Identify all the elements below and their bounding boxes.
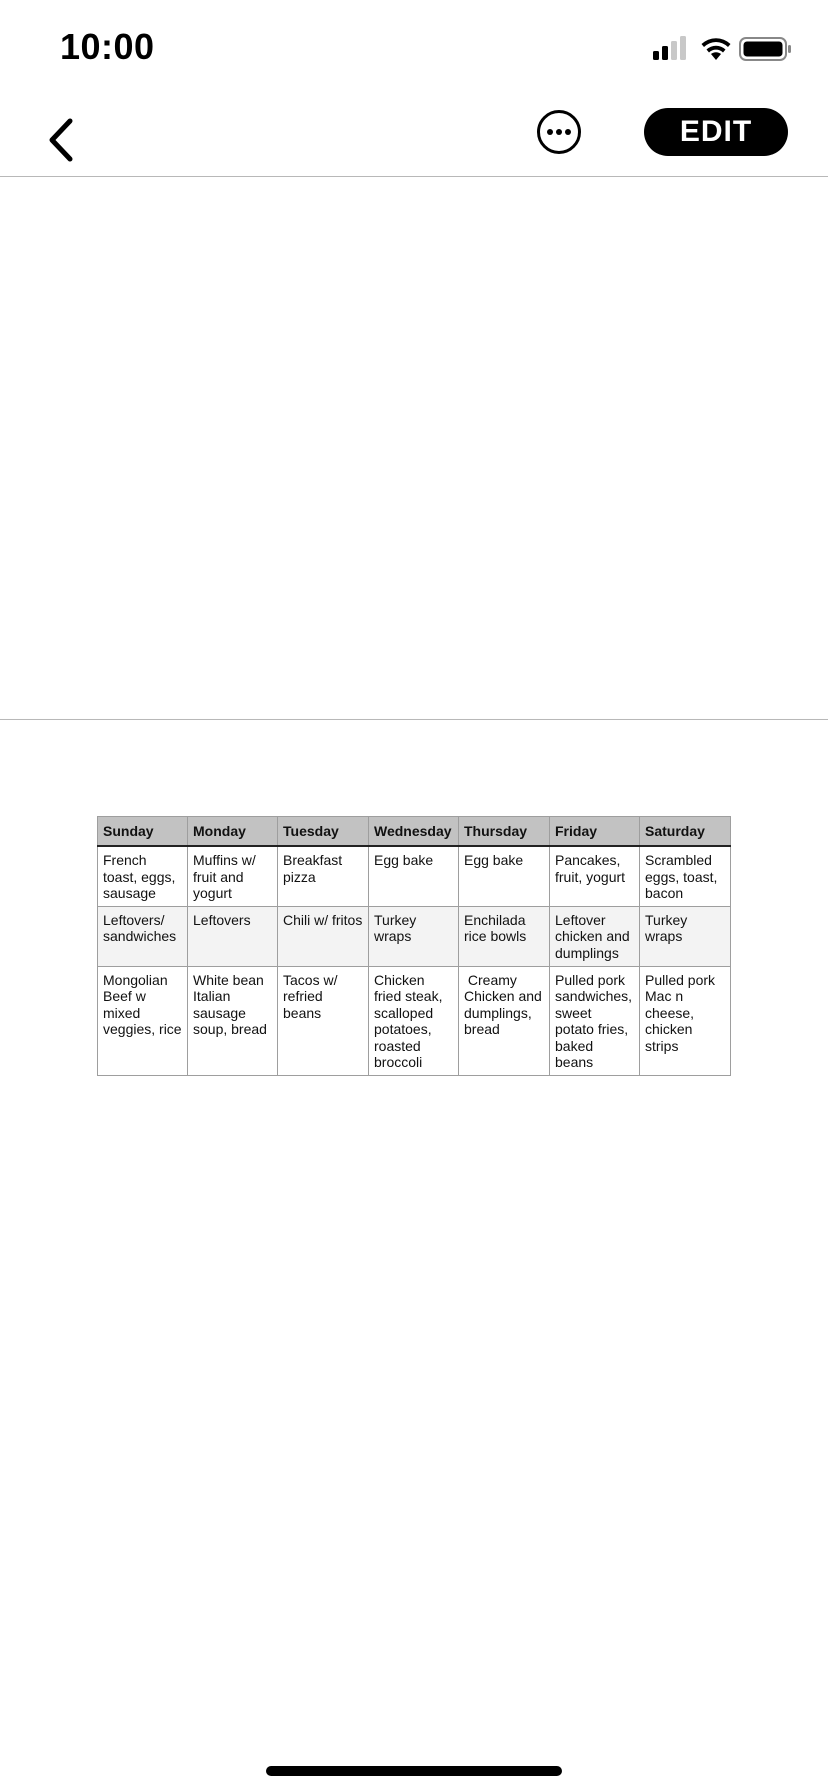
back-button[interactable]	[40, 108, 90, 168]
table-cell: Breakfast pizza	[278, 846, 369, 906]
header-cell-thursday: Thursday	[459, 817, 550, 847]
table-cell: Egg bake	[369, 846, 459, 906]
header-cell-friday: Friday	[550, 817, 640, 847]
table-cell: Turkey wraps	[369, 906, 459, 966]
table-cell: White bean Italian sausage soup, bread	[188, 966, 278, 1075]
header-cell-sunday: Sunday	[98, 817, 188, 847]
table-row	[98, 846, 731, 906]
table-cell: French toast, eggs, sausage	[98, 846, 188, 906]
header-cell-monday: Monday	[188, 817, 278, 847]
document-page-2	[0, 720, 828, 1750]
table-cell: Pancakes, fruit, yogurt	[550, 846, 640, 906]
table-row	[98, 966, 731, 1075]
table-cell: Pulled pork sandwiches, sweet potato fries, baked beans	[550, 966, 640, 1075]
document-page-1	[0, 177, 828, 719]
table-cell: Mongolian Beef w mixed veggies, rice	[98, 966, 188, 1075]
table-cell: Chili w/ fritos	[278, 906, 369, 966]
battery-icon	[740, 38, 791, 60]
table-cell: Pulled pork Mac n cheese, chicken strips	[640, 966, 731, 1075]
cellular-signal-icon	[653, 36, 686, 60]
table-cell: Leftovers	[188, 906, 278, 966]
status-icons	[650, 34, 800, 64]
wifi-icon	[702, 38, 731, 60]
status-bar	[0, 0, 828, 100]
header-cell-wednesday: Wednesday	[369, 817, 459, 847]
table-cell: Leftovers/ sandwiches	[98, 906, 188, 966]
navigation-bar	[0, 100, 828, 177]
table-cell: Enchilada rice bowls	[459, 906, 550, 966]
table-row	[98, 906, 731, 966]
table-header-row	[98, 817, 731, 847]
edit-button[interactable]: EDIT	[644, 108, 788, 156]
table-cell: Muffins w/ fruit and yogurt	[188, 846, 278, 906]
weekly-menu-table	[97, 816, 731, 1076]
status-time: 10:00	[60, 26, 155, 67]
home-indicator[interactable]	[266, 1766, 562, 1776]
table-cell: Turkey wraps	[640, 906, 731, 966]
more-options-button[interactable]	[536, 109, 582, 155]
table-cell: Creamy Chicken and dumplings, bread	[459, 966, 550, 1075]
table-cell: Egg bake	[459, 846, 550, 906]
chevron-left-icon	[40, 108, 90, 168]
more-circle-icon	[536, 109, 582, 155]
table-cell: Tacos w/ refried beans	[278, 966, 369, 1075]
table-cell: Scrambled eggs, toast, bacon	[640, 846, 731, 906]
header-cell-saturday: Saturday	[640, 817, 731, 847]
header-cell-tuesday: Tuesday	[278, 817, 369, 847]
table-cell: Chicken fried steak, scalloped potatoes, roasted broccoli	[369, 966, 459, 1075]
table-cell: Leftover chicken and dumplings	[550, 906, 640, 966]
